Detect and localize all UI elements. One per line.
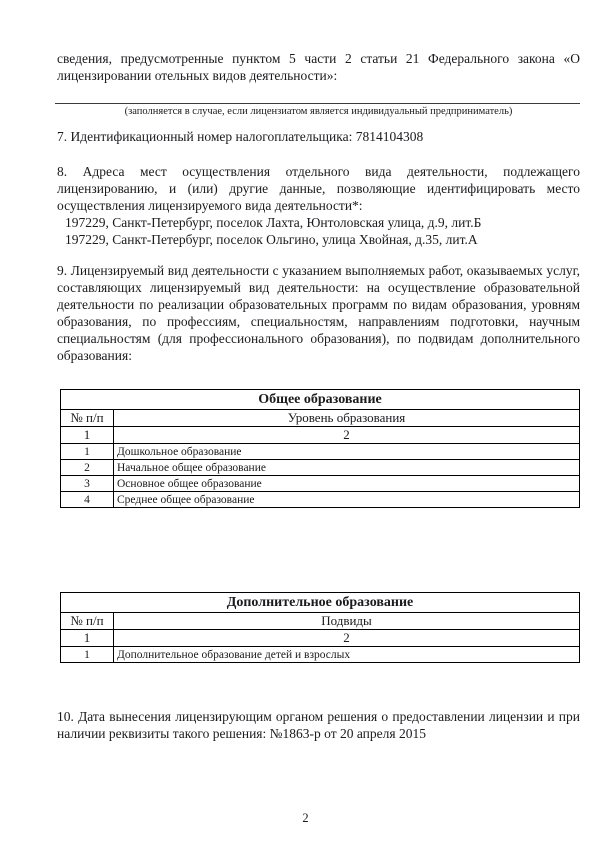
col-header-level: Уровень образования bbox=[114, 410, 580, 427]
table-row bbox=[61, 460, 580, 476]
item-8-addresses-intro: 8. Адреса мест осуществления отдельного вида деятельности, подлежащего лицензированию, и (или) другие данные, позволяющие идентифицировать место осуществления лицензируемого вида деятельности*: bbox=[57, 164, 580, 213]
colnum-2: 2 bbox=[114, 630, 580, 647]
row-num: 1 bbox=[61, 647, 114, 663]
colnum-1: 1 bbox=[61, 630, 114, 647]
table-colnum-row bbox=[61, 427, 580, 444]
table-row bbox=[61, 492, 580, 508]
table-title-row bbox=[61, 390, 580, 410]
row-value: Дополнительное образование детей и взрослых bbox=[114, 647, 580, 663]
row-value: Начальное общее образование bbox=[114, 460, 580, 476]
table-general-education bbox=[60, 389, 580, 508]
row-num: 3 bbox=[61, 476, 114, 492]
col-header-num: № п/п bbox=[61, 613, 114, 630]
col-header-subtypes: Подвиды bbox=[114, 613, 580, 630]
colnum-1: 1 bbox=[61, 427, 114, 444]
table-row bbox=[61, 444, 580, 460]
item-9-activity: 9. Лицензируемый вид деятельности с указанием выполняемых работ, оказываемых услуг, составляющих лицензируемый вид деятельности: на осуществление образовательной деятельности по реализации образовательных программ по видам образования, уровням образования, по профессиям, специальностям, направлениям подготовки, научным специальностям (для профессионального образования), по подвидам дополнительного образования: bbox=[57, 263, 580, 363]
table-title: Дополнительное образование bbox=[61, 593, 580, 613]
col-header-num: № п/п bbox=[61, 410, 114, 427]
table-header-row bbox=[61, 410, 580, 427]
table-header-row bbox=[61, 613, 580, 630]
address-line-2: 197229, Санкт-Петербург, поселок Ольгино, улица Хвойная, д.35, лит.А bbox=[65, 232, 478, 247]
intro-paragraph: сведения, предусмотренные пунктом 5 части 2 статьи 21 Федерального закона «О лицензировании отельных видов деятельности»: bbox=[57, 51, 580, 83]
table-title: Общее образование bbox=[61, 390, 580, 410]
row-value: Среднее общее образование bbox=[114, 492, 580, 508]
page-number: 2 bbox=[302, 811, 309, 825]
row-value: Основное общее образование bbox=[114, 476, 580, 492]
row-value: Дошкольное образование bbox=[114, 444, 580, 460]
row-num: 2 bbox=[61, 460, 114, 476]
item-10-decision-date: 10. Дата вынесения лицензирующим органом решения о предоставлении лицензии и при наличии реквизиты такого решения: №1863-р от 20 апреля 2015 bbox=[57, 709, 580, 741]
item-7-inn: 7. Идентификационный номер налогоплательщика: 7814104308 bbox=[57, 129, 424, 144]
table-title-row bbox=[61, 593, 580, 613]
row-num: 1 bbox=[61, 444, 114, 460]
table-colnum-row bbox=[61, 630, 580, 647]
line-footnote: (заполняется в случае, если лицензиатом является индивидуальный предприниматель) bbox=[124, 106, 513, 117]
address-line-1: 197229, Санкт-Петербург, поселок Лахта, Юнтоловская улица, д.9, лит.Б bbox=[65, 215, 482, 230]
address-list bbox=[57, 214, 580, 248]
row-num: 4 bbox=[61, 492, 114, 508]
table-row bbox=[61, 476, 580, 492]
table-additional-education bbox=[60, 592, 580, 663]
table-row bbox=[61, 647, 580, 663]
colnum-2: 2 bbox=[114, 427, 580, 444]
signature-line bbox=[55, 103, 580, 104]
